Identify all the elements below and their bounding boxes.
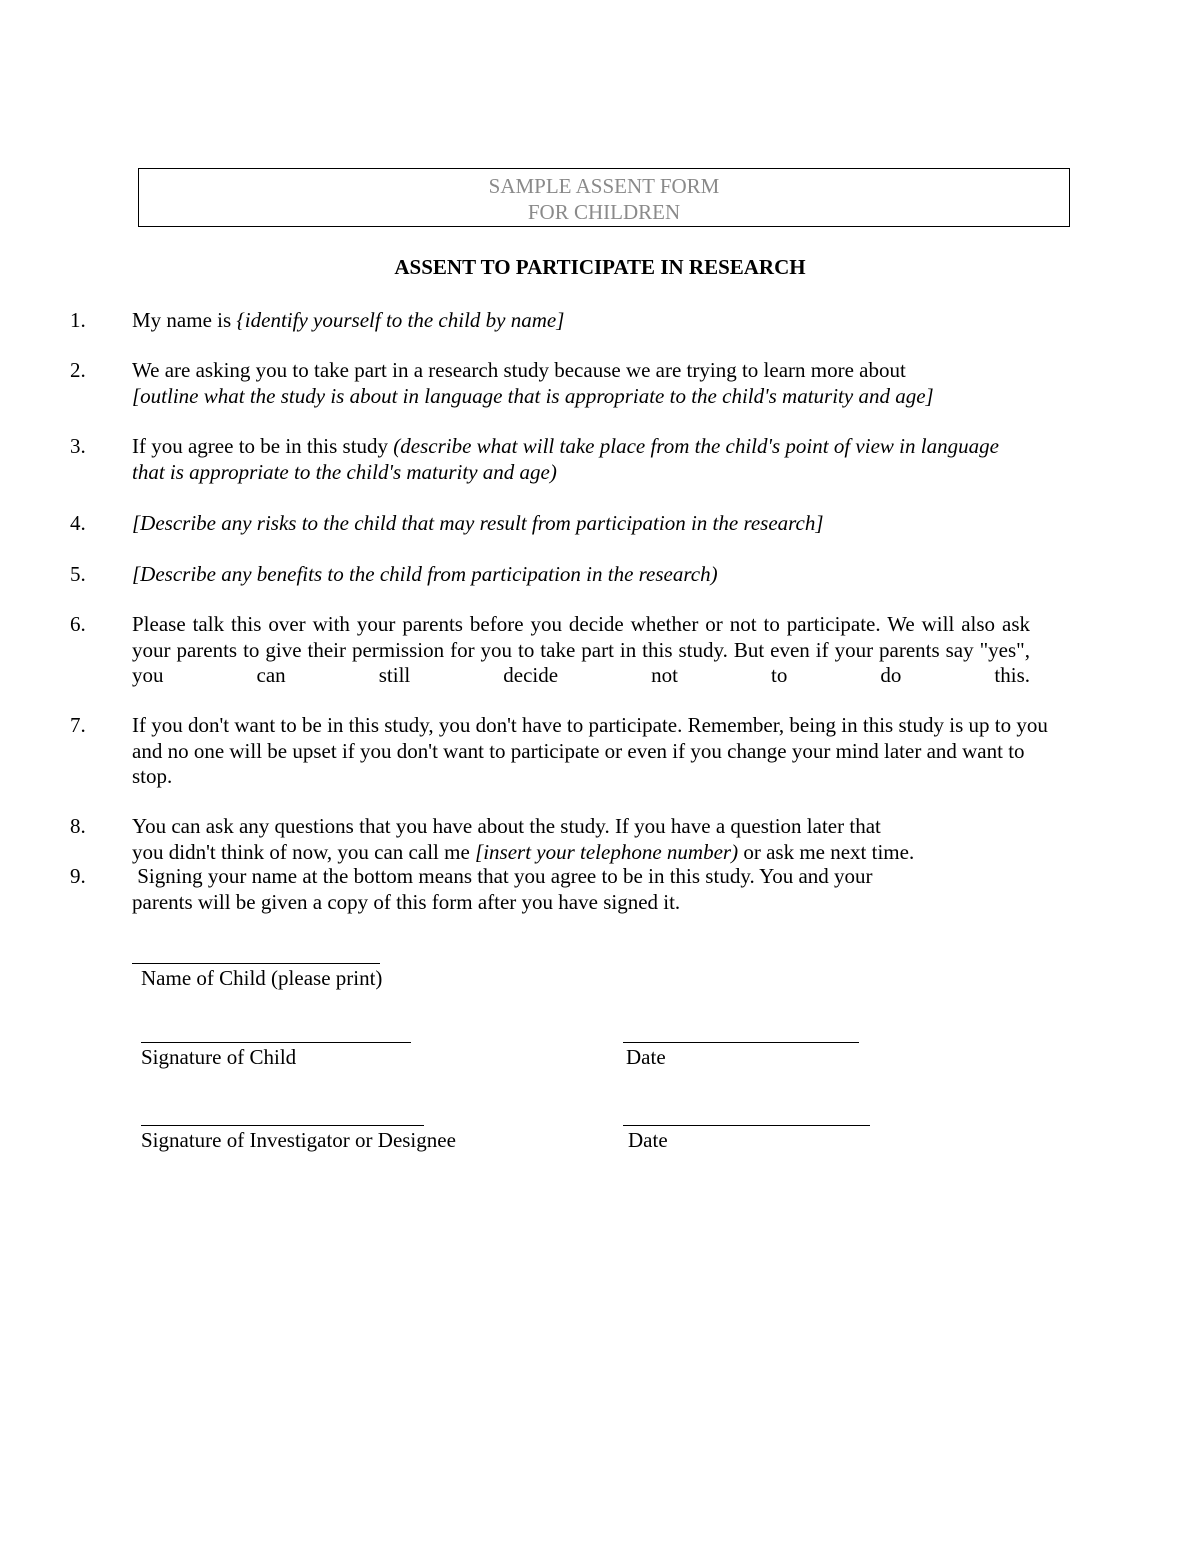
item-text: We are asking you to take part in a research study because we are trying to learn more about [outline what the study is about in language that is appropriate to the child's maturity and age] (132, 358, 934, 408)
item-text: Please talk this over with your parents before you decide whether or not to participate. We will also ask your parents to give their permission for you to take part in this study. But even if your parents say "yes", you can still decide not to do this. (132, 612, 1030, 687)
placeholder-text: [outline what the study is about in language that is appropriate to the child's maturity and age] (132, 383, 934, 408)
child-name-line (132, 963, 380, 964)
item-number: 7. (70, 713, 86, 737)
placeholder-text: [insert your telephone number) (475, 839, 739, 864)
item-text: My name is {identify yourself to the child by name] (132, 308, 565, 332)
header-line-2: FOR CHILDREN (527, 200, 681, 224)
item-text (132, 511, 1062, 537)
item-text: If you agree to be in this study (describe what will take place from the child's point of view in language that is appropriate to the child's maturity and age) (132, 434, 999, 484)
item-number: 2. (70, 358, 86, 382)
placeholder-text: {identify yourself to the child by name] (236, 308, 565, 332)
item-text: If you don't want to be in this study, you don't have to participate. Remember, being in this study is up to you and no one will be upset if you don't want to participate or even if you change your mind later and want to stop. (132, 713, 1048, 788)
child-signature-label: Signature of Child (141, 1045, 297, 1069)
item-number: 3. (70, 434, 86, 458)
sample-form-header-box (138, 168, 1070, 227)
item-number: 6. (70, 612, 86, 636)
item-number: 9. (70, 864, 86, 888)
placeholder-text: [Describe any benefits to the child from participation in the research) (132, 562, 718, 586)
item-text (132, 562, 1062, 588)
placeholder-text: (describe what will take place from the child's point of view in language that is appropriate to the child's maturity and age) (132, 434, 999, 484)
item-number: 5. (70, 562, 86, 586)
child-date-line (623, 1042, 859, 1043)
document-title: ASSENT TO PARTICIPATE IN RESEARCH (394, 255, 806, 279)
child-name-label: Name of Child (please print) (141, 966, 383, 990)
item-number: 8. (70, 814, 86, 838)
item-number: 4. (70, 511, 86, 535)
investigator-signature-line (141, 1125, 424, 1126)
item-text: You can ask any questions that you have about the study. If you have a question later that you didn't think of now, you can call me [insert your telephone number) or ask me next time. (132, 814, 915, 864)
child-date-label: Date (626, 1045, 666, 1069)
header-line-1: SAMPLE ASSENT FORM (488, 174, 720, 198)
investigator-date-label: Date (628, 1128, 668, 1152)
item-text: Signing your name at the bottom means that you agree to be in this study. You and your parents will be given a copy of this form after you have signed it. (132, 864, 873, 914)
investigator-date-line (623, 1125, 870, 1126)
item-number: 1. (70, 308, 86, 332)
investigator-signature-label: Signature of Investigator or Designee (141, 1128, 456, 1152)
child-signature-line (141, 1042, 411, 1043)
placeholder-text: [Describe any risks to the child that may result from participation in the research] (132, 511, 824, 535)
